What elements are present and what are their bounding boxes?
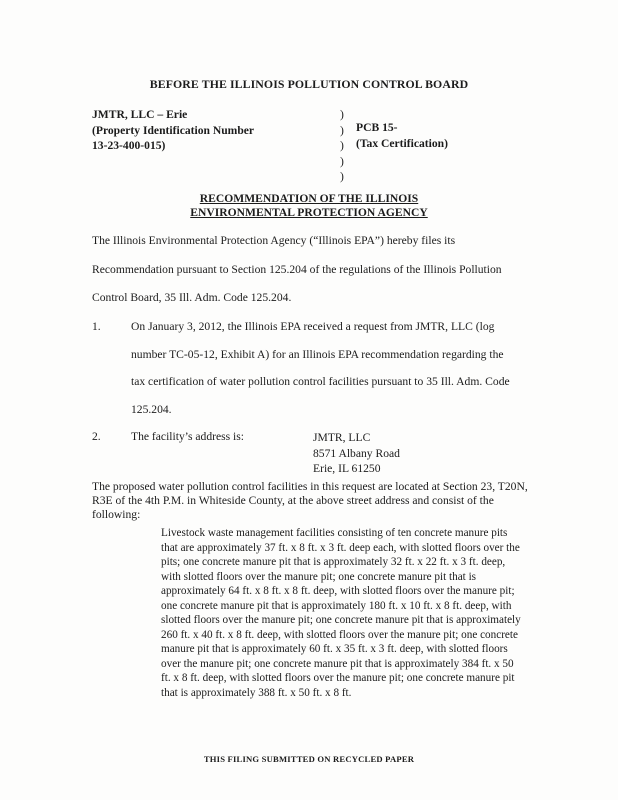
address-line-1: JMTR, LLC xyxy=(313,431,371,444)
item-1-line-1: On January 3, 2012, the Illinois EPA received a request from JMTR, LLC (log xyxy=(131,320,495,333)
recommendation-title-line1: RECOMMENDATION OF THE ILLINOIS xyxy=(199,192,419,205)
item-1-line-2: number TC-05-12, Exhibit A) for an Illinois EPA recommendation regarding the xyxy=(131,348,504,361)
paren-5: ) xyxy=(340,170,344,183)
party-name: JMTR, LLC – Erie xyxy=(92,108,188,121)
paren-4: ) xyxy=(340,154,344,168)
item-1-line-3: tax certification of water pollution control facilities pursuant to 35 Ill. Adm. Code xyxy=(131,375,510,388)
caption-parentheses xyxy=(340,107,344,185)
recycled-paper-footer: THIS FILING SUBMITTED ON RECYCLED PAPER xyxy=(203,754,415,764)
item-2-number: 2. xyxy=(92,430,101,443)
address-line-3: Erie, IL 61250 xyxy=(313,462,381,475)
paren-3: ) xyxy=(340,139,344,152)
case-type: (Tax Certification) xyxy=(356,136,448,150)
facility-address xyxy=(313,430,400,477)
item-1-number: 1. xyxy=(92,320,101,333)
recommendation-title-line2: ENVIRONMENTAL PROTECTION AGENCY xyxy=(190,206,428,219)
location-paragraph: The proposed water pollution control facilities in this request are located at Section 23, T20N, R3E of the 4th P.M. in Whiteside County, at the above street address and consist of the following: xyxy=(92,480,528,521)
paren-1: ) xyxy=(340,108,344,121)
case-number: PCB 15- xyxy=(356,121,398,134)
intro-line-1: The Illinois Environmental Protection Agency (“Illinois EPA”) hereby files its xyxy=(92,234,456,247)
board-title: BEFORE THE ILLINOIS POLLUTION CONTROL BOARD xyxy=(149,77,469,91)
address-line-2: 8571 Albany Road xyxy=(313,446,400,460)
item-1-line-4: 125.204. xyxy=(131,403,172,416)
intro-line-2: Recommendation pursuant to Section 125.204 of the regulations of the Illinois Pollution xyxy=(92,263,502,276)
property-id-label: (Property Identification Number xyxy=(92,123,255,137)
item-2-label: The facility’s address is: xyxy=(131,430,245,443)
recommendation-title xyxy=(0,192,618,220)
paren-2: ) xyxy=(340,123,344,137)
facilities-description: Livestock waste management facilities consisting of ten concrete manure pits that are approximately 37 ft. x 8 ft. x 3 ft. deep each, with slotted floors over the pits; one concrete manure pit that is approximately 32 ft. x 22 ft. x 3 ft. deep, with slotted floors over the manure pit; one concrete manure pit that is approximately 64 ft. x 8 ft. x 8 ft. deep, with slotted floors over the manure pit; one concrete manure pit that is approximately 180 ft. x 10 ft. x 8 ft. deep, with slotted floors over the manure pit; one concrete manure pit that is approximately 260 ft. x 40 ft. x 8 ft. deep, with slotted floors over the manure pit; one concrete manure pit that is approximately 60 ft. x 35 ft. x 3 ft. deep, with slotted floors over the manure pit; one concrete manure pit that is approximately 384 ft. x 50 ft. x 8 ft. deep, with slotted floors over the manure pit; one concrete manure pit that is approximately 388 ft. x 50 ft. x 8 ft. xyxy=(161,527,521,699)
property-id-number: 13-23-400-015) xyxy=(92,139,166,152)
intro-line-3: Control Board, 35 Ill. Adm. Code 125.204. xyxy=(92,291,292,304)
case-caption-party xyxy=(92,107,254,154)
case-info xyxy=(356,120,448,151)
